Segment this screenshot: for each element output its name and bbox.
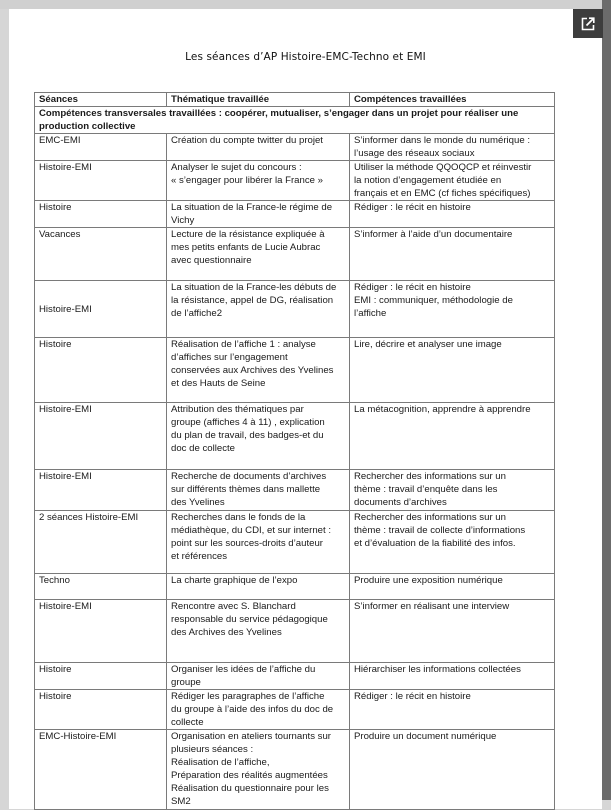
thematique-line: mes petits enfants de Lucie Aubrac (171, 242, 321, 253)
competences-line: et d’évaluation de la fiabilité des infos. (354, 538, 516, 549)
table-row (35, 690, 555, 730)
thematique-line: Réalisation de l’affiche, (171, 757, 270, 768)
transversal-row (35, 107, 555, 134)
thematique-line: Recherches dans le fonds de la (171, 512, 306, 523)
table-row (35, 228, 555, 281)
thematique-line: plusieurs séances : (171, 744, 254, 755)
competences-line: français et en EMC (cf fiches spécifiques) (354, 188, 531, 199)
document-page (9, 9, 602, 809)
header-thematique: Thématique travaillée (167, 93, 350, 107)
competences-line: S’informer dans le monde du numérique : (354, 135, 530, 146)
cell-competences (350, 228, 555, 281)
thematique-line: Rencontre avec S. Blanchard (171, 601, 296, 612)
viewer-scrollbar-track[interactable] (602, 0, 611, 800)
cell-thematique (167, 663, 350, 690)
cell-competences (350, 403, 555, 470)
cell-seance: Histoire-EMI (35, 161, 167, 201)
competences-line: l’affiche (354, 308, 387, 319)
competences-line: l’usage des réseaux sociaux (354, 148, 475, 159)
thematique-line: la résistance, appel de DG, réalisation (171, 295, 334, 306)
cell-seance: Histoire (35, 201, 167, 228)
cell-thematique (167, 690, 350, 730)
table-row (35, 134, 555, 161)
thematique-line: La situation de la France-le régime de (171, 202, 333, 213)
cell-thematique (167, 511, 350, 574)
cell-thematique (167, 161, 350, 201)
thematique-line: point sur les sources-droits d’auteur (171, 538, 323, 549)
thematique-line: avec questionnaire (171, 255, 252, 266)
thematique-line: doc de collecte (171, 443, 235, 454)
thematique-line: sur différents thèmes dans mallette (171, 484, 321, 495)
thematique-line: groupe (affiches 4 à 11) , explication (171, 417, 325, 428)
popout-button[interactable] (573, 9, 603, 38)
cell-competences (350, 600, 555, 663)
competences-line: La métacognition, apprendre à apprendre (354, 404, 531, 415)
table-row (35, 281, 555, 338)
cell-seance: Histoire-EMI (35, 403, 167, 470)
cell-thematique (167, 201, 350, 228)
thematique-line: Réalisation de l’affiche 1 : analyse (171, 339, 316, 350)
cell-thematique (167, 338, 350, 403)
cell-competences (350, 663, 555, 690)
competences-line: Rédiger : le récit en histoire (354, 202, 471, 213)
cell-competences (350, 730, 555, 810)
cell-seance: Histoire (35, 338, 167, 403)
thematique-line: responsable du service pédagogique (171, 614, 328, 625)
table-row (35, 511, 555, 574)
table-row (35, 403, 555, 470)
thematique-line: médiathèque, du CDI, et sur internet : (171, 525, 331, 536)
cell-thematique (167, 730, 350, 810)
competences-line: Rédiger : le récit en histoire (354, 691, 471, 702)
thematique-line: d’affiches sur l’engagement (171, 352, 288, 363)
transversal-competences: Compétences transversales travaillées : coopérer, mutualiser, s’engager dans un projet pour réaliser une production collective (35, 107, 555, 134)
competences-line: Rechercher des informations sur un (354, 512, 506, 523)
table-row (35, 161, 555, 201)
thematique-line: des Yvelines (171, 497, 225, 508)
table-row (35, 201, 555, 228)
cell-thematique (167, 228, 350, 281)
cell-competences (350, 574, 555, 600)
cell-thematique (167, 281, 350, 338)
cell-seance: Histoire-EMI (35, 600, 167, 663)
competences-line: Hiérarchiser les informations collectées (354, 664, 521, 675)
table-row (35, 338, 555, 403)
thematique-line: du groupe à l’aide des infos du doc de (171, 704, 334, 715)
cell-thematique (167, 574, 350, 600)
competences-line: Lire, décrire et analyser une image (354, 339, 502, 350)
cell-competences (350, 690, 555, 730)
table-row (35, 574, 555, 600)
cell-seance: 2 séances Histoire-EMI (35, 511, 167, 574)
cell-seance: Techno (35, 574, 167, 600)
competences-line: S’informer en réalisant une interview (354, 601, 510, 612)
competences-line: Produire un document numérique (354, 731, 497, 742)
seances-table (34, 92, 555, 810)
cell-competences (350, 338, 555, 403)
cell-competences (350, 470, 555, 511)
header-seances: Séances (35, 93, 167, 107)
table-row (35, 470, 555, 511)
competences-line: Produire une exposition numérique (354, 575, 503, 586)
table-header-row (35, 93, 555, 107)
thematique-line: groupe (171, 677, 201, 688)
cell-thematique (167, 403, 350, 470)
cell-seance: EMC-Histoire-EMI (35, 730, 167, 810)
thematique-line: et des Hauts de Seine (171, 378, 266, 389)
cell-thematique (167, 134, 350, 161)
thematique-line: La charte graphique de l’expo (171, 575, 298, 586)
thematique-line: du plan de travail, des badges-et du (171, 430, 324, 441)
thematique-line: collecte (171, 717, 204, 728)
competences-line: documents d’archives (354, 497, 447, 508)
thematique-line: Préparation des réalités augmentées (171, 770, 328, 781)
thematique-line: Recherche de documents d’archives (171, 471, 327, 482)
thematique-line: Analyser le sujet du concours : (171, 162, 302, 173)
competences-line: Utiliser la méthode QQOQCP et réinvestir (354, 162, 532, 173)
thematique-line: de l’affiche2 (171, 308, 223, 319)
thematique-line: Attribution des thématiques par (171, 404, 304, 415)
thematique-line: et références (171, 551, 227, 562)
cell-seance: EMC-EMI (35, 134, 167, 161)
cell-competences (350, 134, 555, 161)
cell-seance: Histoire-EMI (35, 470, 167, 511)
cell-competences (350, 511, 555, 574)
thematique-line: Réalisation du questionnaire pour les (171, 783, 329, 794)
thematique-line: Organisation en ateliers tournants sur (171, 731, 331, 742)
cell-thematique (167, 600, 350, 663)
thematique-line: Création du compte twitter du projet (171, 135, 323, 146)
cell-seance: Histoire (35, 690, 167, 730)
competences-line: S’informer à l’aide d’un documentaire (354, 229, 513, 240)
competences-line: EMI : communiquer, méthodologie de (354, 295, 513, 306)
competences-line: Rédiger : le récit en histoire (354, 282, 471, 293)
cell-seance: Histoire (35, 663, 167, 690)
thematique-line: Vichy (171, 215, 195, 226)
header-competences: Compétences travaillées (350, 93, 555, 107)
thematique-line: SM2 (171, 796, 191, 807)
cell-seance: Histoire-EMI (35, 281, 167, 338)
cell-competences (350, 161, 555, 201)
thematique-line: Rédiger les paragraphes de l’affiche (171, 691, 325, 702)
table-row (35, 730, 555, 810)
thematique-line: La situation de la France-les débuts de (171, 282, 337, 293)
cell-competences (350, 201, 555, 228)
table-row (35, 663, 555, 690)
external-link-icon (581, 17, 595, 31)
competences-line: la notion d’engagement étudiée en (354, 175, 502, 186)
competences-line: thème : travail de collecte d’informations (354, 525, 526, 536)
thematique-line: Lecture de la résistance expliquée à (171, 229, 325, 240)
cell-seance: Vacances (35, 228, 167, 281)
competences-line: thème : travail d’enquête dans les (354, 484, 498, 495)
competences-line: Rechercher des informations sur un (354, 471, 506, 482)
cell-competences (350, 281, 555, 338)
thematique-line: des Archives des Yvelines (171, 627, 282, 638)
viewer-top-margin (0, 0, 611, 9)
document-title: Les séances d’AP Histoire-EMC-Techno et EMI (185, 51, 426, 63)
thematique-line: « s’engager pour libérer la France » (171, 175, 323, 186)
thematique-line: conservées aux Archives des Yvelines (171, 365, 334, 376)
thematique-line: Organiser les idées de l’affiche du (171, 664, 316, 675)
table-row (35, 600, 555, 663)
cell-thematique (167, 470, 350, 511)
